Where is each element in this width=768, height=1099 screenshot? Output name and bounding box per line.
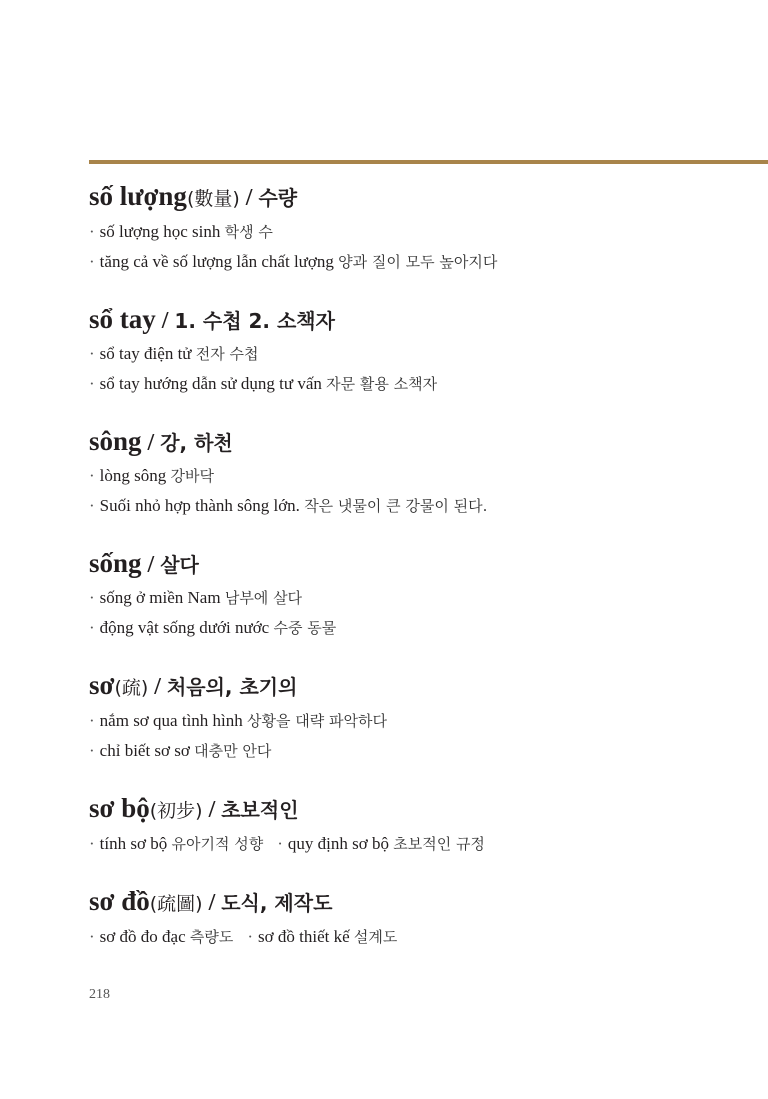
meaning: 1. 수첩 2. 소책자 <box>174 309 335 333</box>
example: · tính sơ bộ 유아기적 성향 · quy định sơ bộ 초보적인 규정 <box>89 834 485 853</box>
example: · sổ tay điện tử 전자 수첩 <box>89 344 259 363</box>
meaning: 수량 <box>258 186 298 210</box>
entry <box>89 667 749 766</box>
example-vi: sổ tay hướng dẫn sử dụng tư vấn <box>99 374 322 393</box>
headword: sơ <box>89 670 115 700</box>
example-vi: nắm sơ qua tình hình <box>99 711 243 730</box>
example-ko: 양과 질이 모두 높아지다 <box>338 253 498 271</box>
example-vi: chỉ biết sơ sơ <box>99 741 190 760</box>
entry-head <box>89 790 749 829</box>
meaning: 강, 하천 <box>160 431 233 455</box>
example-ko: 학생 수 <box>224 223 273 241</box>
example-ko: 수중 동물 <box>273 619 337 637</box>
entry-head <box>89 423 749 461</box>
hanja: (數量) <box>186 188 240 210</box>
example-vi: quy định sơ bộ <box>287 834 389 853</box>
entry-head <box>89 667 749 706</box>
example-ko: 초보적인 규정 <box>393 835 485 853</box>
example-vi: sổ tay điện tử <box>99 344 192 363</box>
example-ko: 유아기적 성향 <box>171 835 264 853</box>
example-ko: 전자 수첩 <box>195 345 259 363</box>
example-vi: tính sơ bộ <box>99 834 168 853</box>
example-vi: số lượng học sinh <box>99 222 221 241</box>
separator: / <box>202 890 222 916</box>
headword: sông <box>89 426 142 456</box>
meaning: 처음의, 초기의 <box>166 675 298 699</box>
example-ko: 설계도 <box>353 928 398 946</box>
entry <box>89 301 749 399</box>
example: · tăng cả về số lượng lẫn chất lượng 양과 질이 모두 높아지다 <box>89 252 498 271</box>
example: · lòng sông 강바닥 <box>89 466 214 485</box>
separator: / <box>141 552 161 578</box>
example-vi: lòng sông <box>99 466 167 485</box>
separator: / <box>239 185 259 211</box>
separator: / <box>155 308 175 334</box>
example-vi: Suối nhỏ hợp thành sông lớn. <box>99 496 300 515</box>
example-vi: sơ đồ thiết kế <box>258 927 350 946</box>
example: · sơ đồ đo đạc 측량도 · sơ đồ thiết kế 설계도 <box>89 927 398 946</box>
headword: sơ bộ <box>89 793 150 823</box>
hanja: (疏圖) <box>149 893 203 915</box>
entry <box>89 790 749 859</box>
example: · Suối nhỏ hợp thành sông lớn. 작은 냇물이 큰 강물이 된다. <box>89 496 488 515</box>
entry-head <box>89 545 749 583</box>
meaning: 초보적인 <box>221 798 299 822</box>
example: · chỉ biết sơ sơ 대충만 안다 <box>89 741 272 760</box>
entry <box>89 178 749 277</box>
entry-head <box>89 178 749 217</box>
headword: sổ tay <box>89 304 156 334</box>
example-vi: tăng cả về số lượng lẫn chất lượng <box>99 252 334 271</box>
entry <box>89 545 749 643</box>
example: · sống ở miền Nam 남부에 살다 <box>89 588 303 607</box>
entry-head <box>89 301 749 339</box>
header-rule <box>89 160 768 164</box>
separator: / <box>148 674 167 700</box>
page-number: 218 <box>89 987 110 1002</box>
headword: sơ đồ <box>89 886 150 916</box>
meaning: 살다 <box>160 553 199 577</box>
hanja: (疏) <box>114 677 149 699</box>
entry <box>89 883 749 952</box>
dictionary-entries <box>89 178 749 976</box>
hanja: (初步) <box>149 800 203 822</box>
example: · số lượng học sinh 학생 수 <box>89 222 273 241</box>
example-ko: 작은 냇물이 큰 강물이 된다. <box>304 497 488 515</box>
example-ko: 측량도 <box>189 928 234 946</box>
headword: sống <box>89 548 142 578</box>
example-ko: 대충만 안다 <box>194 742 272 760</box>
headword: số lượng <box>89 181 187 211</box>
example: · sổ tay hướng dẫn sử dụng tư vấn 자문 활용 소책자 <box>89 374 438 393</box>
example-ko: 강바닥 <box>170 467 214 485</box>
example: · động vật sống dưới nước 수중 동물 <box>89 618 337 637</box>
meaning: 도식, 제작도 <box>221 891 333 915</box>
example-vi: sơ đồ đo đạc <box>99 927 186 946</box>
entry <box>89 423 749 521</box>
example-vi: sống ở miền Nam <box>99 588 221 607</box>
example-ko: 남부에 살다 <box>224 589 303 607</box>
separator: / <box>202 797 222 823</box>
example: · nắm sơ qua tình hình 상황을 대략 파악하다 <box>89 711 387 730</box>
entry-head <box>89 883 749 922</box>
example-ko: 자문 활용 소책자 <box>326 375 438 393</box>
example-ko: 상황을 대략 파악하다 <box>247 712 387 730</box>
example-vi: động vật sống dưới nước <box>99 618 270 637</box>
separator: / <box>141 430 161 456</box>
